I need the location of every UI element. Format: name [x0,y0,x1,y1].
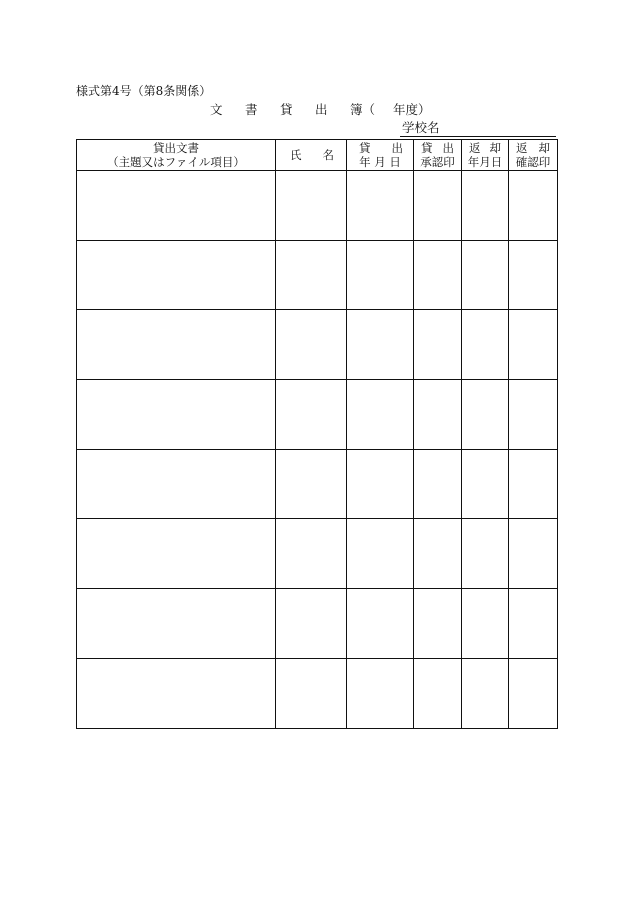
cell-return-date[interactable] [462,380,509,450]
header-row [77,140,558,171]
header-name [276,140,347,171]
cell-name[interactable] [276,658,347,728]
cell-loan-date[interactable] [347,519,414,589]
cell-document[interactable] [77,519,276,589]
cell-document[interactable] [77,589,276,659]
cell-return-date[interactable] [462,658,509,728]
header-return-confirm-a: 返 [516,141,528,155]
header-loan-date-a: 貸 [359,141,371,155]
cell-return-date[interactable] [462,589,509,659]
cell-loan-approval[interactable] [414,240,462,310]
header-document-line1: 貸出文書 [153,141,199,155]
cell-return-confirm[interactable] [509,171,558,241]
header-document [77,140,276,171]
title-char: 貸 [280,102,293,117]
header-loan-approval-line2: 承認印 [420,155,455,169]
cell-return-confirm[interactable] [509,589,558,659]
cell-loan-approval[interactable] [414,171,462,241]
school-name-field[interactable] [400,120,556,137]
table-row [77,310,558,380]
cell-name[interactable] [276,589,347,659]
cell-return-confirm[interactable] [509,519,558,589]
cell-name[interactable] [276,171,347,241]
header-return-date-a: 返 [469,141,481,155]
cell-return-confirm[interactable] [509,240,558,310]
title-year-suffix: 年度） [393,102,431,117]
cell-return-confirm[interactable] [509,380,558,450]
cell-loan-approval[interactable] [414,449,462,519]
header-name-a: 氏 [290,148,302,162]
cell-loan-approval[interactable] [414,658,462,728]
cell-document[interactable] [77,240,276,310]
cell-name[interactable] [276,240,347,310]
cell-document[interactable] [77,449,276,519]
cell-loan-date[interactable] [347,380,414,450]
header-loan-date-line2: 年 月 日 [359,155,401,169]
cell-loan-date[interactable] [347,310,414,380]
cell-loan-date[interactable] [347,589,414,659]
header-loan-approval [414,140,462,171]
table-row [77,589,558,659]
cell-name[interactable] [276,310,347,380]
header-return-date-line2: 年月日 [467,155,503,169]
loan-ledger-table [76,139,558,729]
table-row [77,240,558,310]
cell-return-confirm[interactable] [509,658,558,728]
cell-document[interactable] [77,310,276,380]
cell-loan-approval[interactable] [414,519,462,589]
form-number: 様式第4号（第8条関係） [76,84,212,98]
cell-return-date[interactable] [462,449,509,519]
header-loan-approval-b: 出 [442,141,454,155]
cell-document[interactable] [77,658,276,728]
title-char: 簿（ [350,102,376,117]
table-row [77,380,558,450]
ledger-body [77,171,558,729]
cell-name[interactable] [276,380,347,450]
header-return-confirm-line2: 確認印 [515,155,551,169]
cell-loan-date[interactable] [347,658,414,728]
title-char: 文 [210,102,223,117]
header-document-line2: （主題又はファイル項目） [107,155,245,169]
cell-loan-approval[interactable] [414,310,462,380]
cell-document[interactable] [77,380,276,450]
header-return-confirm-b: 却 [538,141,550,155]
cell-loan-date[interactable] [347,240,414,310]
cell-return-date[interactable] [462,310,509,380]
cell-return-date[interactable] [462,240,509,310]
cell-return-date[interactable] [462,171,509,241]
cell-name[interactable] [276,519,347,589]
table-row [77,519,558,589]
header-return-confirm [509,140,558,171]
header-loan-approval-a: 貸 [421,141,433,155]
table-row [77,171,558,241]
cell-loan-date[interactable] [347,171,414,241]
header-name-b: 名 [322,148,334,162]
header-loan-date [347,140,414,171]
cell-return-date[interactable] [462,519,509,589]
cell-loan-approval[interactable] [414,380,462,450]
cell-name[interactable] [276,449,347,519]
title-char: 出 [315,102,328,117]
school-name-label: 学校名 [402,120,440,135]
cell-document[interactable] [77,171,276,241]
cell-return-confirm[interactable] [509,449,558,519]
table-row [77,449,558,519]
cell-loan-approval[interactable] [414,589,462,659]
header-loan-date-b: 出 [391,141,403,155]
header-return-date-b: 却 [489,141,501,155]
title-char: 書 [245,102,258,117]
header-return-date [462,140,509,171]
cell-loan-date[interactable] [347,449,414,519]
cell-return-confirm[interactable] [509,310,558,380]
table-row [77,658,558,728]
